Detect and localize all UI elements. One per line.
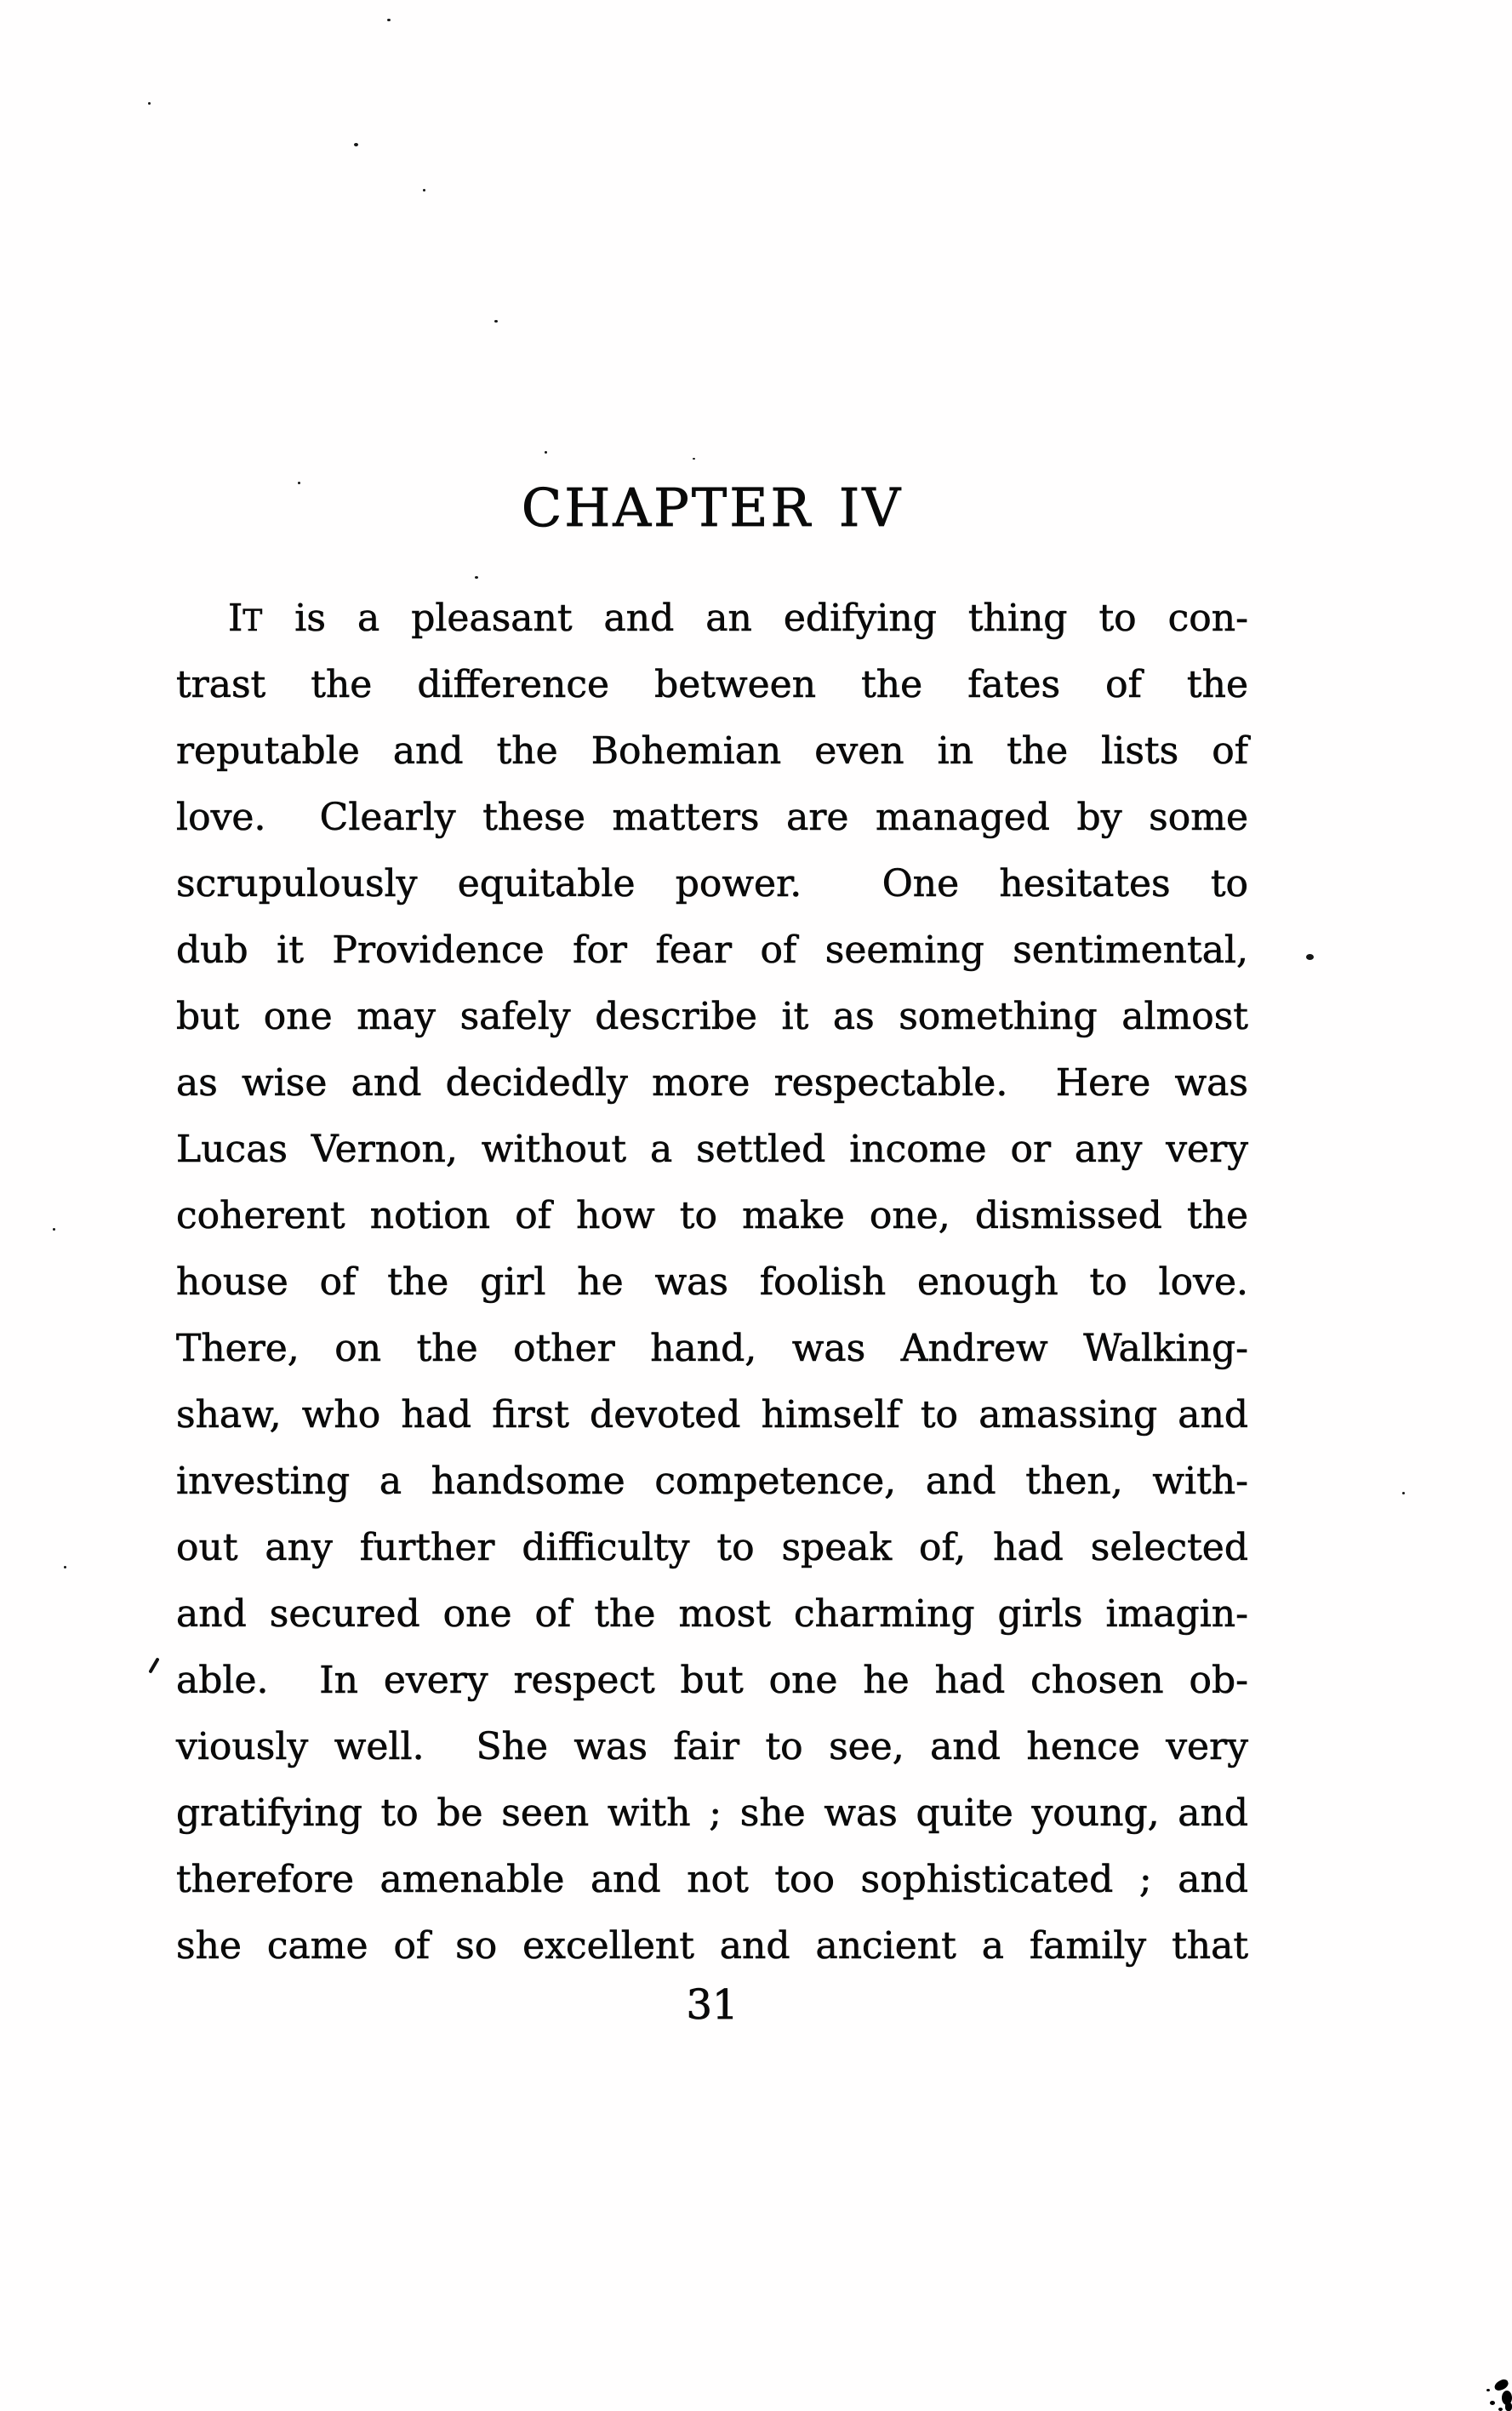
text-line-rest: is a pleasant and an edifying thing to con- bbox=[294, 597, 1248, 640]
text-line: but one may safely describe it as something almost bbox=[176, 995, 1248, 1038]
scan-speck bbox=[64, 1566, 66, 1568]
page-number: 31 bbox=[686, 1981, 739, 2029]
text-line bbox=[176, 586, 1248, 652]
ink-smudge bbox=[1505, 2402, 1512, 2411]
text-line: out any further difficulty to speak of, had selected bbox=[176, 1526, 1248, 1569]
text-line: and secured one of the most charming girls imagin- bbox=[176, 1592, 1248, 1636]
text-line: dub it Providence for fear of seeming sentimental, bbox=[176, 928, 1248, 972]
text-line: investing a handsome competence, and then, with- bbox=[176, 1460, 1248, 1503]
text-line: scrupulously equitable power. One hesitates to bbox=[176, 862, 1248, 906]
text-line: house of the girl he was foolish enough to love. bbox=[176, 1260, 1248, 1304]
text-line: There, on the other hand, was Andrew Walking- bbox=[176, 1327, 1248, 1370]
scan-speck bbox=[1402, 1492, 1405, 1494]
scan-speck bbox=[53, 1228, 55, 1231]
scan-speck bbox=[423, 189, 425, 191]
text-line: able. In every respect but one he had chosen ob- bbox=[176, 1659, 1248, 1702]
scan-speck bbox=[354, 143, 358, 146]
ink-smudge bbox=[1490, 2401, 1495, 2405]
scan-speck bbox=[1306, 954, 1314, 960]
body-paragraph bbox=[176, 586, 1248, 1980]
lead-word: IT bbox=[228, 597, 264, 640]
text-line: shaw, who had first devoted himself to amassing and bbox=[176, 1393, 1248, 1437]
text-line: viously well. She was fair to see, and hence very bbox=[176, 1725, 1248, 1768]
scan-speck bbox=[298, 482, 300, 484]
chapter-heading: CHAPTER IV bbox=[521, 477, 904, 539]
text-line: she came of so excellent and ancient a family that bbox=[176, 1924, 1248, 1968]
text-line: reputable and the Bohemian even in the lists of bbox=[176, 729, 1248, 773]
ink-smudge bbox=[1486, 2389, 1490, 2391]
text-line: as wise and decidedly more respectable. Here was bbox=[176, 1061, 1248, 1105]
scan-speck bbox=[387, 19, 391, 21]
text-line: love. Clearly these matters are managed by some bbox=[176, 796, 1248, 839]
text-line: gratifying to be seen with ; she was quite young, and bbox=[176, 1791, 1248, 1835]
ink-smudge bbox=[1498, 2408, 1503, 2411]
scan-speck bbox=[148, 102, 151, 105]
scan-speck bbox=[475, 576, 478, 579]
text-line: trast the difference between the fates of the bbox=[176, 663, 1248, 706]
scan-speck bbox=[494, 320, 498, 323]
text-line: coherent notion of how to make one, dismissed the bbox=[176, 1194, 1248, 1237]
scan-speck bbox=[545, 451, 547, 454]
scan-speck bbox=[693, 458, 695, 460]
text-line: Lucas Vernon, without a settled income or any very bbox=[176, 1128, 1248, 1171]
text-line: therefore amenable and not too sophisticated ; and bbox=[176, 1858, 1248, 1901]
scan-slash-mark bbox=[148, 1657, 159, 1673]
